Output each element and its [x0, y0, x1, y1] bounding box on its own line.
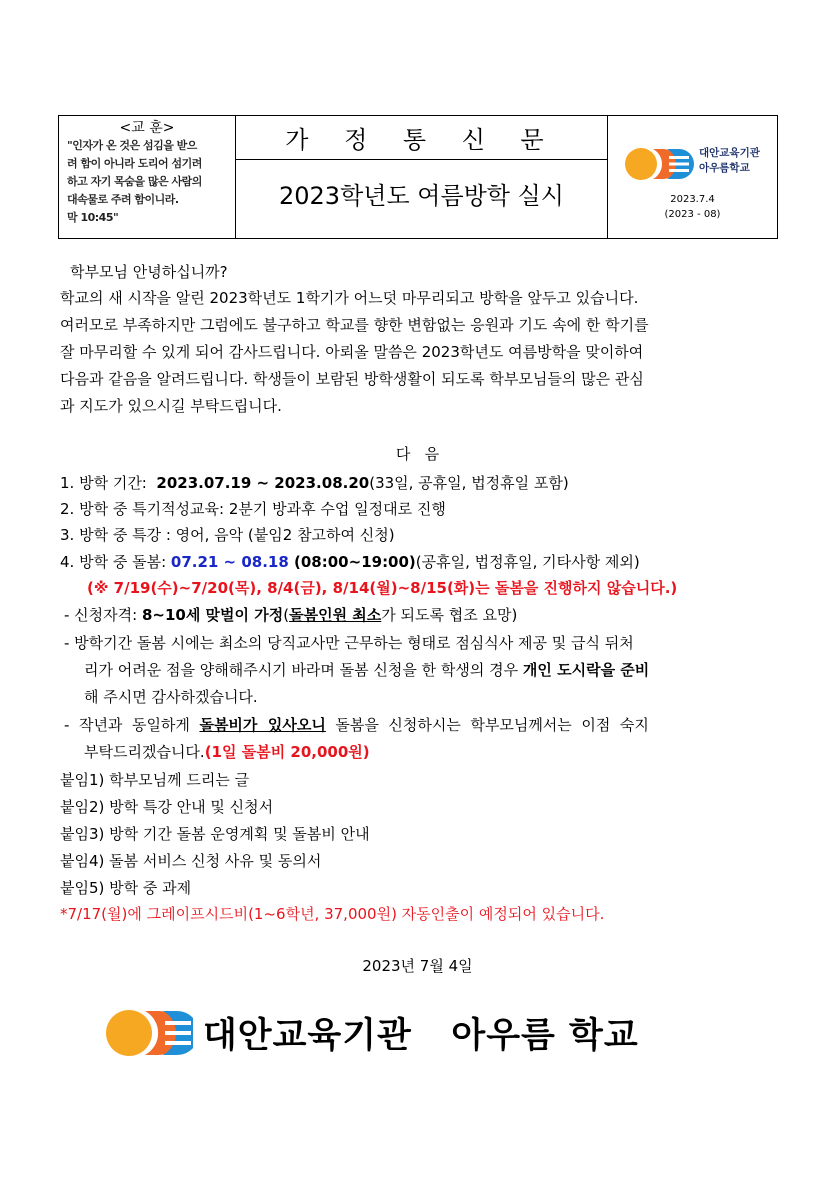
- eligibility-label: - 신청자격:: [64, 606, 142, 624]
- fee-text: - 작년과 동일하게: [64, 716, 200, 734]
- motto-text: [67, 137, 233, 227]
- fee-suffix: 돌봄을 신청하시는 학부모님께서는 이점 숙지: [325, 716, 649, 734]
- notice-heading: 다 음: [395, 445, 440, 463]
- fee-amount: (1일 돌봄비 20,000원): [204, 743, 370, 761]
- fee-bold: 돌봄비가 있사오니: [199, 716, 326, 734]
- intro-line: 과 지도가 있으시길 부탁드립니다.: [60, 397, 282, 415]
- care-eligibility: [64, 602, 517, 628]
- attachment-item: 붙임2) 방학 특강 안내 및 신청서: [60, 798, 274, 816]
- attachment-item: 붙임1) 학부모님께 드리는 글: [60, 771, 250, 789]
- lunch-text: 리가 어려운 점을 양해해주시기 바라며 돌봄 신청을 한 학생의 경우: [84, 661, 523, 679]
- care-lunch-line: 해 주시면 감사하겠습니다.: [84, 688, 258, 706]
- title-divider: [236, 159, 607, 160]
- intro-line: 여러모로 부족하지만 그럼에도 불구하고 학교를 향한 변함없는 응원과 기도 속에 한 학기를: [60, 316, 649, 334]
- intro-line: 잘 마무리할 수 있게 되어 감사드립니다. 아뢰올 말씀은 2023학년도 여름방학을 맞이하여: [60, 343, 644, 361]
- payment-note: *7/17(월)에 그레이프시드비(1~6학년, 37,000원) 자동인출이 예정되어 있습니다.: [60, 905, 605, 923]
- motto-line: "인자가 온 것은 섬김을 받으: [67, 139, 197, 152]
- motto-line: 대속물로 주려 함이니라.: [67, 193, 179, 206]
- care-lunch-line: - 방학기간 돌봄 시에는 최소의 당직교사만 근무하는 형태로 점심식사 제공 및 급식 뒤처: [64, 634, 634, 652]
- item-vacation-period: [60, 470, 569, 496]
- lunch-bold: 개인 도시락을 준비: [522, 661, 650, 679]
- school-name-line1: 대안교육기관: [699, 147, 760, 159]
- doc-type: 가 정 통 신 문: [285, 126, 558, 154]
- motto-line: 막 10:45": [67, 211, 119, 224]
- header-date-block: [608, 192, 777, 222]
- school-name-small: [699, 146, 760, 176]
- item-label: 1. 방학 기간:: [60, 474, 157, 492]
- intro-line: 다음과 같음을 알려드립니다. 학생들이 보람된 방학생활이 되도록 학부모님들의 많은 관심: [60, 370, 644, 388]
- footer-school-name: 대안교육기관 아우름 학교: [203, 1016, 639, 1056]
- care-exclusions: (공휴일, 법정휴일, 기타사항 제외): [415, 553, 640, 571]
- care-fee-line: [64, 712, 649, 738]
- footer-date: 2023년 7월 4일: [362, 957, 473, 975]
- logo-cell: [608, 116, 777, 238]
- attachment-item: 붙임5) 방학 중 과제: [60, 879, 192, 897]
- doc-number: (2023 - 08): [664, 209, 721, 220]
- care-hours: (08:00~19:00): [288, 553, 416, 571]
- item-care: [60, 549, 640, 575]
- vacation-dates: 2023.07.19 ~ 2023.08.20: [156, 474, 370, 492]
- motto-cell: [59, 116, 236, 238]
- item-label: 4. 방학 중 돌봄:: [60, 553, 171, 571]
- motto-line: 려 함이 아니라 도리어 섬기려: [67, 157, 202, 170]
- paren: (: [283, 606, 290, 624]
- header-date: 2023.7.4: [670, 194, 715, 205]
- school-logo-icon: [623, 146, 695, 182]
- page-title: 2023학년도 여름방학 실시: [279, 182, 564, 210]
- care-fee-line: [84, 739, 370, 765]
- care-lunch-line: [84, 657, 649, 683]
- care-dates: 07.21 ~ 08.18: [170, 553, 289, 571]
- item-special-lectures: 3. 방학 중 특강 : 영어, 음악 (붙임2 참고하여 신청): [60, 526, 395, 544]
- attachment-item: 붙임4) 돌봄 서비스 신청 사유 및 동의서: [60, 852, 322, 870]
- eligibility-suffix: 가 되도록 협조 요망): [381, 606, 518, 624]
- eligibility-underline: 돌봄인원 최소: [289, 606, 382, 624]
- eligibility-target: 8~10세 맞벌이 가정: [141, 606, 284, 624]
- header-table: [58, 115, 778, 239]
- vacation-dates-note: (33일, 공휴일, 법정휴일 포함): [369, 474, 569, 492]
- school-logo-icon: [105, 1006, 193, 1060]
- care-closed-note: (※ 7/19(수)~7/20(목), 8/4(금), 8/14(월)~8/15(화)는 돌봄을 진행하지 않습니다.): [87, 579, 678, 597]
- school-logo: [623, 146, 773, 182]
- footer-school-logo: [105, 1006, 665, 1062]
- motto-title: <교 훈>: [119, 120, 175, 136]
- attachment-item: 붙임3) 방학 기간 돌봄 운영계획 및 돌봄비 안내: [60, 825, 370, 843]
- motto-line: 하고 자기 목숨을 많은 사람의: [67, 175, 202, 188]
- item-special-education: 2. 방학 중 특기적성교육: 2분기 방과후 수업 일정대로 진행: [60, 500, 446, 518]
- title-cell: [236, 116, 608, 238]
- intro-line: 학교의 새 시작을 알린 2023학년도 1학기가 어느덧 마무리되고 방학을 앞두고 있습니다.: [60, 289, 639, 307]
- fee-request: 부탁드리겠습니다.: [84, 743, 205, 761]
- school-name-line2: 아우름학교: [699, 162, 750, 174]
- greeting: 학부모님 안녕하십니까?: [70, 263, 228, 281]
